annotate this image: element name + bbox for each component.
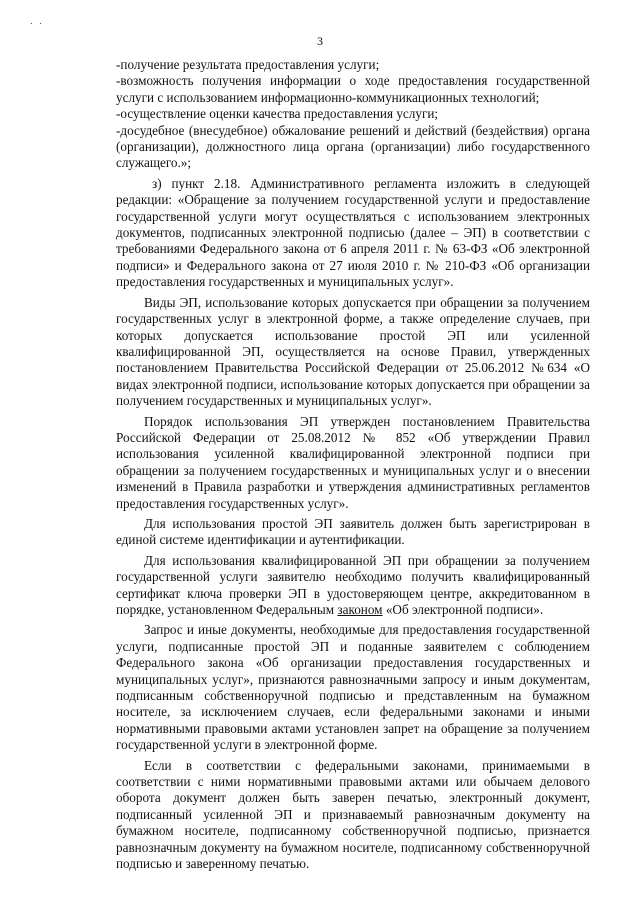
paragraph-ep-procedure: Порядок использования ЭП утвержден постановлением Правительства Российской Федерации от 25.08.2012 № 852 «Об утверждении Правил использования усиленной квалифицированной электронной подписи при обращении за получением государственных и муниципальных услуг и о внесении изменений в Правила разработки и утверждения административных регламентов предоставления государственных услуг». [116,413,590,511]
paragraph-qualified-ep-text: Для использования квалифицированной ЭП при обращении за получением государственной услуги заявителю необходимо получить квалифицированный сертификат ключа проверки ЭП в удостоверяющем центре, аккредитованном в порядке, установленном Федеральным [116,552,590,617]
law-link-text: законом [337,602,383,617]
paragraph-simple-ep: Для использования простой ЭП заявитель должен быть зарегистрирован в единой системе идентификации и аутентификации. [116,515,590,548]
paragraph-ep-types: Виды ЭП, использование которых допускается при обращении за получением государственных услуг в электронной форме, а также определение случаев, при которых допускается использование простой ЭП или усиленной квалифицированной ЭП, осуществляется на основе Правил, утвержденных постановлением Правительства Российской Федерации от 25.06.2012 №634 «О видах электронной подписи, использование которых допускается при обращении за получением государственных и муниципальных услуг». [116,294,590,409]
list-item-result: -получение результата предоставления услуги; [116,57,380,72]
document-body [116,57,590,873]
list-item-info: -возможность получения информации о ходе предоставления государственной услуги с использованием информационно-коммуникационных технологий; [116,73,590,105]
list-item-appeal: -досудебное (внесудебное) обжалование решений и действий (бездействия) органа (организации), должностного лица органа (организации) либо государственного служащего.»; [116,122,590,171]
scan-corner-marks: ⸱ ⸱ [30,19,44,30]
page-number: 3 [317,34,323,48]
paragraph-documents-equivalence: Запрос и иные документы, необходимые для предоставления государственной услуги, подписанные простой ЭП и поданные заявителем с соблюдением Федерального закона «Об организации предоставления государственных и муниципальных услуг», признаются равнозначными запросу и иным документам, подписанным собственноручной подписью и представленным на бумажном носителе, за исключением случаев, если федеральными законами и иными нормативными правовыми актами установлен запрет на обращение за получением государственной услуги в электронной форме. [116,622,590,753]
paragraph-qualified-ep [116,553,590,619]
paragraph-seal-equivalence: Если в соответствии с федеральными законами, принимаемыми в соответствии с ними нормативными правовыми актами или обычаем делового оборота документ должен быть заверен печатью, электронный документ, подписанный усиленной ЭП и признаваемый равнозначным документу на бумажном носителе, подписанному собственноручной подписью, признается равнозначным документу на бумажном носителе, подписанному собственноручной подписью и заверенному печатью. [116,757,590,872]
paragraph-qualified-ep-tail: «Об электронной подписи». [382,602,544,617]
amendment-paragraph: з) пункт 2.18. Административного регламента изложить в следующей редакции: «Обращение за получением государственной услуги и предоставление государственной услуги могут осуществляться с использованием электронных документов, подписанных электронной подписью (далее – ЭП) в соответствии с требованиями Федерального закона от 6 апреля 2011 г. № 63-ФЗ «Об электронной подписи» и Федерального закона от 27 июля 2010 г. № 210-ФЗ «Об организации предоставления государственных и муниципальных услуг». [116,175,590,290]
list-item-quality: -осуществление оценки качества предоставления услуги; [116,106,439,122]
